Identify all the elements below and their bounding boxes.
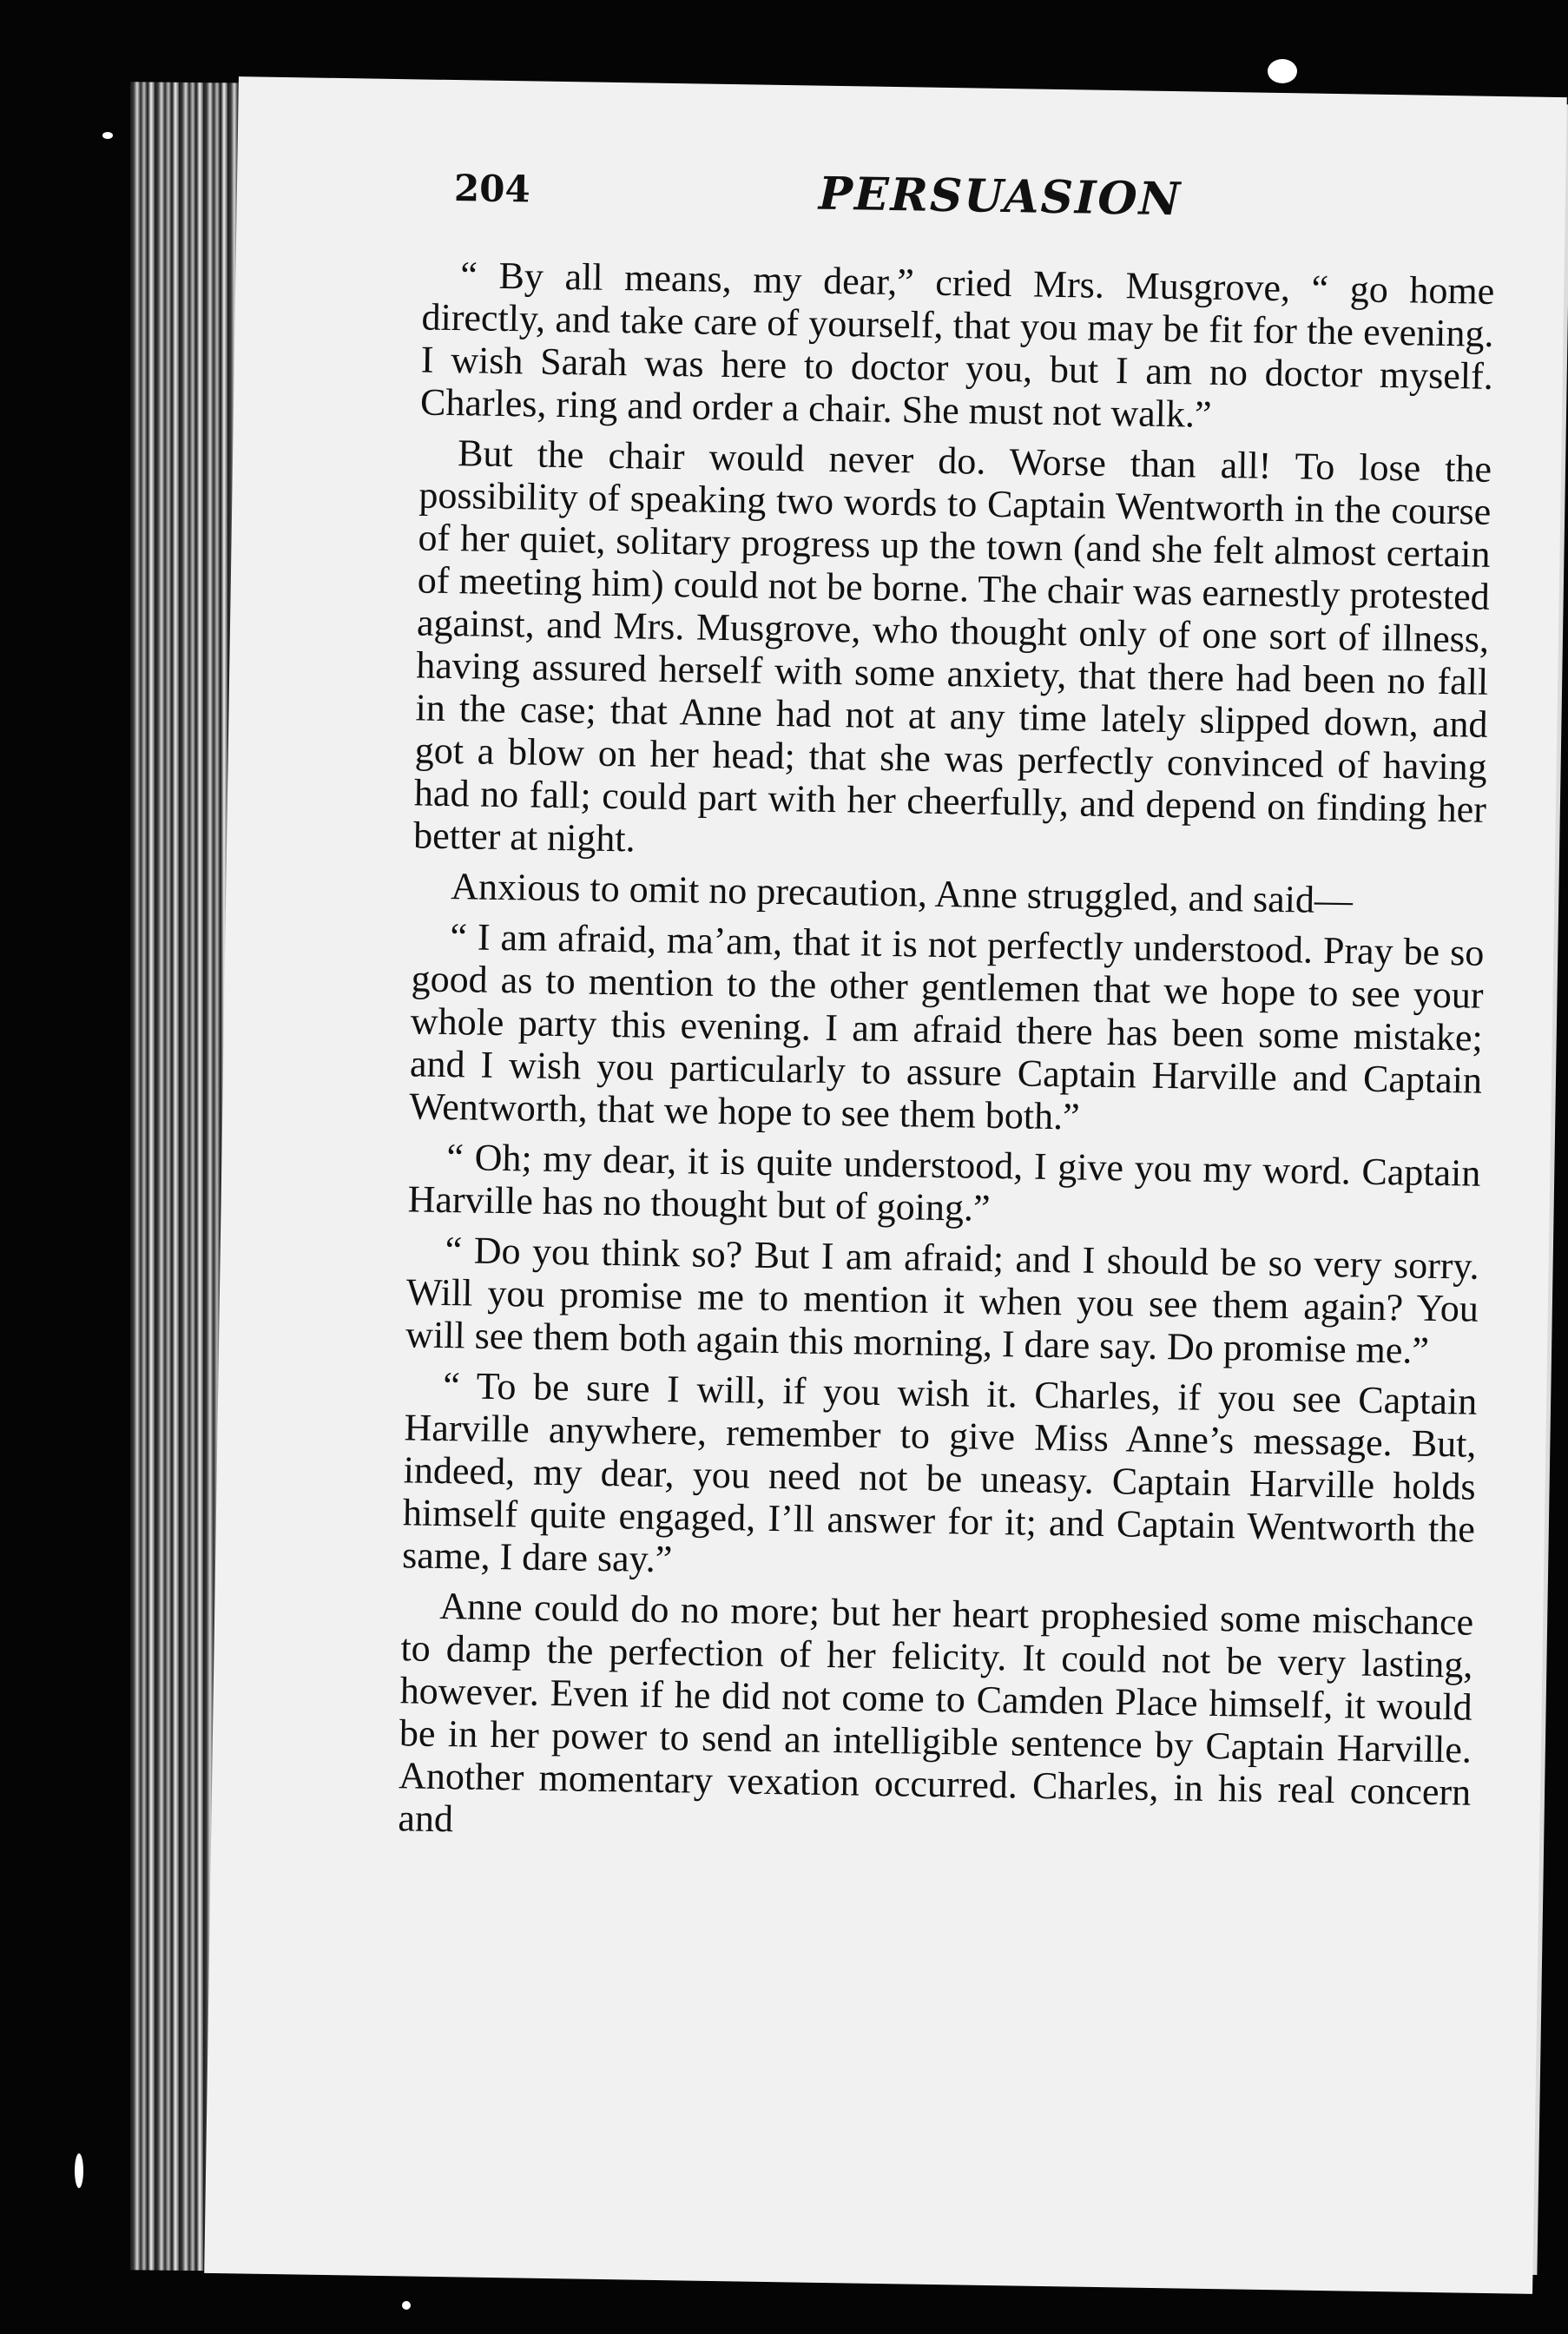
paragraph: But the chair would never do. Worse than all! To lose the possibility of speaking two words to Captain Wentworth in the course of her quiet, solitary progress up the town (and she felt almost certain of meeting him) could not be borne. The chair was earnestly protested against, and Mrs. Musgrove, who thought only of one sort of illness, having assured herself with some anxiety, that there had been no fall in the case; that Anne had not at any time lately slipped down, and got a blow on her head; that she was perfectly convinced of having had no fall; could part with her cheerfully, and depend on finding her better at night. xyxy=(412,432,1492,860)
scan-speck xyxy=(402,2301,411,2310)
book-page xyxy=(204,76,1567,2294)
paragraph: “ Oh; my dear, it is quite understood, I give you my word. Captain Harville has no thought but of going.” xyxy=(407,1136,1481,1230)
paragraph: “ To be sure I will, if you wish it. Charles, if you see Captain Harville anywhere, remember to give Miss Anne’s message. But, indeed, my dear, you need not be uneasy. Captain Harville holds himself quite engaged, I’ll answer for it; and Captain Wentworth the same, I dare say.” xyxy=(401,1364,1478,1581)
paragraph: “ By all means, my dear,” cried Mrs. Musgrove, “ go home directly, and take care of yourself, that you may be fit for the evening. I wish Sarah was here to doctor you, but I am no doctor myself. Charles, ring and order a chair. She must not walk.” xyxy=(419,254,1495,436)
scan-speck xyxy=(1268,59,1297,83)
page-header xyxy=(453,167,1496,261)
scan-speck xyxy=(102,132,113,139)
paragraph: “ I am afraid, ma’am, that it is not perfectly understood. Pray be so good as to mention to the other gentlemen that we hope to see your whole party this evening. I am afraid there has been some mistake; and I wish you particularly to assure Captain Harville and Captain Wentworth, that we hope to see them both.” xyxy=(408,915,1485,1138)
paragraph: “ Do you think so? But I am afraid; and I should be so very sorry. Will you promise me to mention it when you see them again? You will see them both again this morning, I dare say. Do promise me.” xyxy=(405,1229,1480,1372)
page-number: 204 xyxy=(453,167,531,211)
body-text xyxy=(398,253,1495,1863)
running-title: PERSUASION xyxy=(818,167,1183,227)
scan-speck xyxy=(75,2153,83,2188)
paragraph: Anxious to omit no precaution, Anne struggled, and said— xyxy=(450,865,1354,922)
paragraph: Anne could do no more; but her heart prophesied some mischance to damp the perfection of her felicity. It could not be very lasting, however. Even if he did not come to Camden Place himself, it would be in her power to send an intelligible sentence by Captain Harville. Another momentary vexation occurred. Charles, in his real concern and xyxy=(398,1584,1474,1841)
